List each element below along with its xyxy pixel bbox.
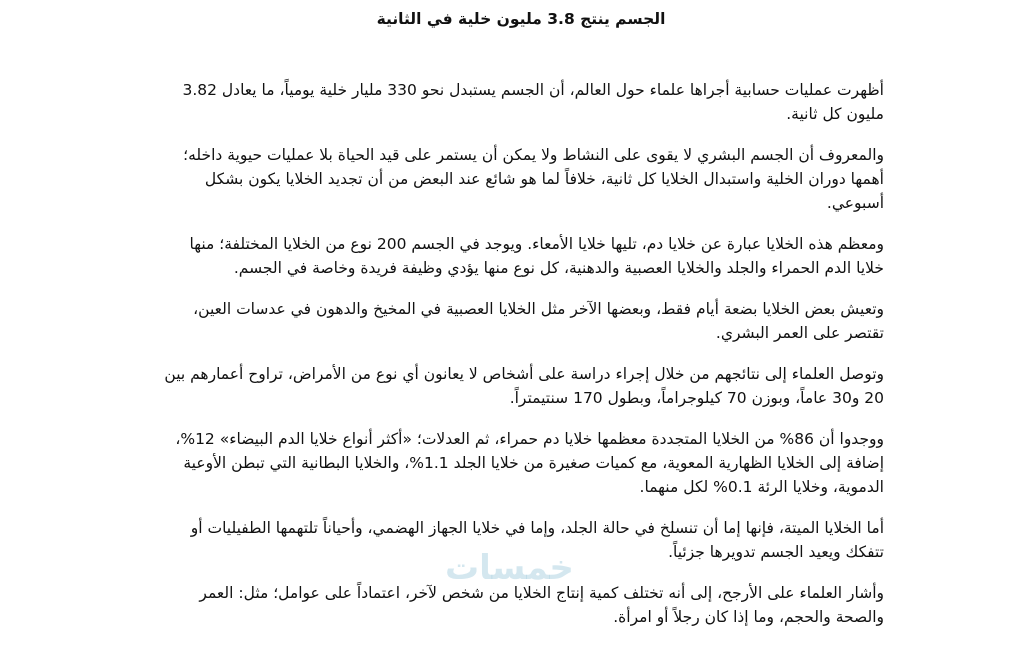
paragraph-5: وتوصل العلماء إلى نتائجهم من خلال إجراء دراسة على أشخاص لا يعانون أي نوع من الأمراض، تراوح أعمارهم بين 20 و30 عاماً، وبوزن 70 كيلوجراماً، وبطول 170 سنتيمتراً. xyxy=(164,365,884,407)
document-title: الجسم ينتج 3.8 مليون خلية في الثانية xyxy=(376,10,666,28)
paragraph-3: ومعظم هذه الخلايا عبارة عن خلايا دم، تليها خلايا الأمعاء. ويوجد في الجسم 200 نوع من الخلايا المختلفة؛ منها خلايا الدم الحمراء والجلد والخلايا العصبية والدهنية، كل نوع منها يؤدي وظيفة فريدة وخاصة في الجسم. xyxy=(189,235,884,277)
document-page xyxy=(158,0,884,626)
paragraph-8: وأشار العلماء على الأرجح، إلى أنه تختلف كمية إنتاج الخلايا من شخص لآخر، اعتماداً على عوامل؛ مثل: العمر والصحة والحجم، وما إذا كان رجلاً أو امرأة. xyxy=(199,584,884,626)
paragraph-6: ووجدوا أن 86% من الخلايا المتجددة معظمها خلايا دم حمراء، ثم العدلات؛ «أكثر أنواع خلايا الدم البيضاء» 12%، إضافة إلى الخلايا الظهارية المعوية، مع كميات صغيرة من خلايا الجلد 1.1%، والخلايا البطانية التي تبطن الأوعية الدموية، وخلايا الرئة 0.1% لكل منهما. xyxy=(175,430,884,496)
paragraph-4: وتعيش بعض الخلايا بضعة أيام فقط، وبعضها الآخر مثل الخلايا العصبية في المخيخ والدهون في عدسات العين، تقتصر على العمر البشري. xyxy=(193,300,884,342)
document-body xyxy=(158,78,884,646)
paragraph-7: أما الخلايا الميتة، فإنها إما أن تنسلخ في حالة الجلد، وإما في خلايا الجهاز الهضمي، وأحياناً تلتهمها الطفيليات أو تتفكك ويعيد الجسم تدويرها جزئياً. xyxy=(190,519,884,561)
paragraph-1: أظهرت عمليات حسابية أجراها علماء حول العالم، أن الجسم يستبدل نحو 330 مليار خلية يومياً، ما يعادل 3.82 مليون كل ثانية. xyxy=(182,81,884,123)
watermark-logo: خمسات xyxy=(445,548,574,588)
paragraph-2: والمعروف أن الجسم البشري لا يقوى على النشاط ولا يمكن أن يستمر على قيد الحياة بلا عمليات حيوية داخله؛ أهمها دوران الخلية واستبدال الخلايا كل ثانية، خلافاً لما هو شائع عند البعض من أن تجديد الخلايا يكون بشكل أسبوعي. xyxy=(183,146,884,212)
